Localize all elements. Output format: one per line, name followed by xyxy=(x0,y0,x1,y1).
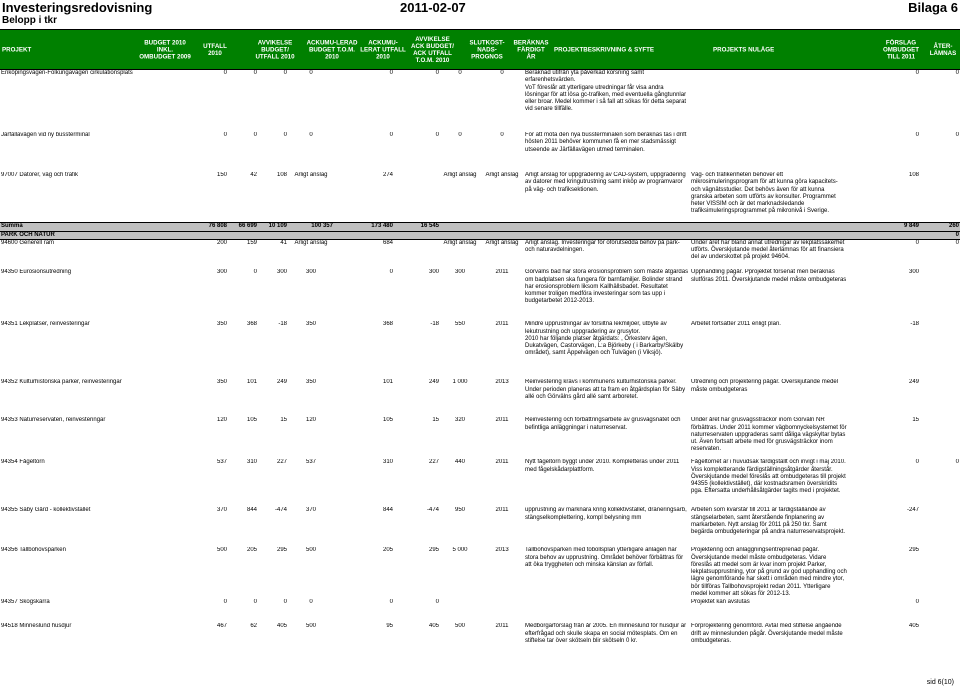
cell-u: 0 xyxy=(253,599,257,606)
table-row xyxy=(0,379,960,417)
cell-f: Årligt anslag xyxy=(485,239,519,246)
cell-u: 310 xyxy=(246,459,257,466)
cell-desc: Medborgarförslag från år 2005. En minneslund för husdjur är efterfrågad och skulle skapa en social mötesplats. Om en stiftelse tar över skötseln blir skötseln 0 kr. xyxy=(525,623,687,644)
cell-nul: Arbetet fortsätter 2011 enligt plan. xyxy=(691,321,781,328)
page-number: sid 6(10) xyxy=(926,679,954,686)
report-date: 2011-02-07 xyxy=(400,0,466,15)
cell-name: 94353 Naturreservaten, reinvesteringar xyxy=(1,417,106,424)
cell-f: 0 xyxy=(500,132,504,138)
col-forslag: FÖRSLAG OMBUDGET TILL 2011 xyxy=(882,39,920,60)
summary-label: Summa xyxy=(0,222,192,231)
table-row xyxy=(0,269,960,321)
cell-s: Årligt anslag xyxy=(443,239,477,246)
table-row xyxy=(0,417,960,459)
cell-ab: 500 xyxy=(305,547,316,554)
cell-b: 0 xyxy=(223,70,227,76)
cell-ab: 370 xyxy=(305,507,316,514)
cell-nul: Projektering och anläggningsentreprenad pågår. Överskjutande medel måste ombudgeteras. Vidare föreslås att medel som är kvar inom projekt Parker, lekplatsupprustning, ytor på grund av god upphandling och lägre genomförande har skett i områden med mindre ytor, bör tillföras Tallbohovsprojekt redan 2011. Ytterligare medel kommer att sökas för 2012-13. xyxy=(691,547,847,598)
cell-s: 0 xyxy=(458,70,462,76)
cell-a: 15 xyxy=(280,417,287,424)
cell-b: 300 xyxy=(216,269,227,276)
cell-au: 105 xyxy=(382,417,393,424)
cell-f: 2011 xyxy=(495,269,509,276)
cell-u: 368 xyxy=(246,321,257,328)
cell-desc: För att möta den nya bussterminalen som beräknas tas i drift hösten 2011 behöver kommunen få en mer stadsmässigt utseende av Järfällavägen utmed terminalen. xyxy=(525,132,687,153)
cell-a: -18 xyxy=(278,321,287,328)
cell-aa: 0 xyxy=(435,599,439,606)
cell-au: 205 xyxy=(382,547,393,554)
cell-nul: Under året har bland annat utrednigar av lekplatssäkerhet utförts. Överskjutande medel återlämnas för att finansiera del av underskottet på projekt 94604. xyxy=(691,239,845,261)
table-row xyxy=(0,321,960,379)
cell-b: 0 xyxy=(223,599,227,606)
cell-at xyxy=(920,269,960,321)
cell-ab: 350 xyxy=(305,379,316,386)
cell-fo: 405 xyxy=(908,623,919,630)
cell-nul xyxy=(690,132,848,172)
cell-a: 300 xyxy=(276,269,287,276)
cell-au: 0 xyxy=(389,599,393,606)
cell-fo: 0 xyxy=(915,70,919,76)
cell-a: 227 xyxy=(276,459,287,466)
cell-s xyxy=(440,599,480,623)
cell-desc: Årligt anslag för uppgradering av CAD-system, uppgradering av datorer med kringutrustning samt inköp av programvaror på väg- och trafiksektionen. xyxy=(525,172,686,193)
cell-fo: 0 xyxy=(915,599,919,606)
cell-f: 2011 xyxy=(495,459,509,466)
cell-b: 150 xyxy=(216,172,227,178)
cell-name: 94354 Fågeltorn xyxy=(1,459,45,466)
cell-aa: 15 xyxy=(432,417,439,424)
cell-fo: 0 xyxy=(915,459,919,466)
col-slutkostnad: SLUTKOST- NADS- PROGNOS xyxy=(469,39,505,60)
col-beskrivning: PROJEKTBESKRIVNING & SYFTE xyxy=(554,46,655,53)
cell-name: Järfällavägen vid ny bussterminal xyxy=(1,132,90,138)
cell-desc xyxy=(524,599,690,623)
col-avvikelse: AVVIKELSE BUDGET/ UTFALL 2010 xyxy=(255,39,295,60)
cell-b: 350 xyxy=(216,321,227,328)
cell-aa: 249 xyxy=(428,379,439,386)
cell-name: 94518 Minneslund husdjur xyxy=(1,623,72,630)
table-row xyxy=(0,507,960,547)
cell-fo: -247 xyxy=(906,507,919,514)
cell-desc: upprustning av marknära kring kollektivstallet, dräneringsarb, stängselkomplettering, kompl belysning mm xyxy=(525,507,687,521)
cell-desc: Reinvestering och förbättringsarbete av grusvägsnätet och befintliga anläggningar i naturreservat. xyxy=(525,417,681,431)
cell-b: 537 xyxy=(216,459,227,466)
col-beraknas: BERÄKNAS FÄRDIGT ÅR xyxy=(513,39,549,60)
cell-ab: 0 xyxy=(309,70,313,76)
cell-nul: Upphandling pågår. Pprojektet försenat men beräknas slutföras 2011. Överskjutande medel måste ombudgeteras xyxy=(691,269,847,283)
cell-a: -474 xyxy=(274,507,287,514)
cell-au: 310 xyxy=(382,459,393,466)
cell-nul: Fågeltornet är i huvudsak färdigställt och invigt i maj 2010. Viss kompletterande färdigställningsåtgärder återstår. Överskjutande medel föreslås att ombudgeteras till projekt 94355 (kollektivstället), där kostnadsramen överskridits pga. Eftersatta underhållsåtgärder tagits med i projektet. xyxy=(691,459,846,495)
cell-s: 5 000 xyxy=(452,547,468,554)
cell-s: 300 xyxy=(454,269,465,276)
cell-name: Enköpingsvägen-Folkungavägen cirkulationsplats xyxy=(1,70,133,76)
cell-at: 0 xyxy=(955,239,959,246)
cell-f: 2011 xyxy=(495,507,509,514)
col-budget2010: BUDGET 2010 INKL. OMBUDGET 2009 xyxy=(139,39,191,60)
cell-ab: 500 xyxy=(305,623,316,630)
cell-name: 94357 Skogskärra xyxy=(1,599,50,606)
cell-aa: 300 xyxy=(428,269,439,276)
cell-a: 0 xyxy=(283,599,287,606)
cell-fo: 0 xyxy=(915,132,919,138)
cell-desc: Görvälns bad har stora erosionsproblem som måste åtgärdas om badplatsen ska fungera för barnfamiljer. Bolinder strand har erosionsproblem liksom Kallhällsbadet. Resultatet kommer troligen medföra investeringar som tas upp i budgetarbetet 2012-2013. xyxy=(525,269,689,305)
cell-s: 0 xyxy=(458,132,462,138)
report-title-bar xyxy=(2,0,958,14)
cell-name: 94352 Kulturhistoriska parker, reinvesteringar xyxy=(1,379,122,386)
cell-b: 350 xyxy=(216,379,227,386)
cell-fo: 295 xyxy=(908,547,919,554)
cell-ab: Årligt anslag xyxy=(294,172,328,178)
cell-f: 2011 xyxy=(495,417,509,424)
cell-at xyxy=(920,599,960,623)
cell-nul: Förprojektering genomförd. Avtal med stiftelse angående drift av minneslunden pågår. Överskjutande medel måste ombudgeteras. xyxy=(691,623,843,644)
cell-s: 950 xyxy=(454,507,465,514)
cell-nul: Väg- och trafikenheten behöver ett mikrosimuleringsprogram för att kunna göra kapacitets- och vägnätsstudier. Det behövs även för att kunna granska arbeten som utförts av konsulter. Programmet heter VISSIM och är det marknadsledande trafiksimuleringsprogrammet på mikronivå i Sverige. xyxy=(691,172,838,215)
cell-ab: 537 xyxy=(305,459,316,466)
cell-nul xyxy=(690,70,848,132)
cell-u: 101 xyxy=(246,379,257,386)
cell-s: 320 xyxy=(454,417,465,424)
cell-desc: Mindre upprustningar av försiltna lekmiljöer, utbyte av lekutrustning och uppgradering av grusytor. 2010 har följande platser åtgärdats: , Örkesterv ägen, Dukatvägen, Castorvägen, L:a Björkeby ( i Barkarby/Skälby området), samt Äppelvägen och Tulvägen (i Viksjö). xyxy=(525,321,684,357)
cell-at xyxy=(920,547,960,599)
cell-name: 94356 Tallbohovsparken xyxy=(1,547,66,554)
cell-at xyxy=(920,172,960,222)
col-nulage: PROJEKTS NULÄGE xyxy=(713,46,775,53)
cell-ab: 350 xyxy=(305,321,316,328)
cell-nul: Projektet kan avslutas xyxy=(691,599,750,606)
cell-u: 105 xyxy=(246,417,257,424)
cell-a: 0 xyxy=(283,132,287,138)
cell-name: 94355 Säby Gård - kollektivstallet xyxy=(1,507,91,514)
cell-aa: -474 xyxy=(426,507,439,514)
cell-s: 1 000 xyxy=(452,379,468,386)
cell-desc: Nytt fågeltorn byggt under 2010. Kompletteras under 2011 med fågelskådarplattform. xyxy=(525,459,680,473)
project-table-a xyxy=(0,70,960,653)
cell-au: 95 xyxy=(386,623,393,630)
table-header xyxy=(0,29,960,70)
cell-at xyxy=(920,321,960,379)
cell-au: 368 xyxy=(382,321,393,328)
cell-a: 295 xyxy=(276,547,287,554)
cell-aa: -18 xyxy=(430,321,439,328)
cell-aa xyxy=(394,172,440,222)
unit-label: Belopp i tkr xyxy=(2,15,58,26)
cell-ab: Årligt anslag xyxy=(294,239,328,246)
cell-b: 200 xyxy=(216,239,227,246)
group-label: PARK OCH NATUR xyxy=(0,231,920,239)
table-row xyxy=(0,239,960,269)
table-row xyxy=(0,623,960,653)
cell-au: 684 xyxy=(382,239,393,246)
cell-name: 94600 Generell ram xyxy=(1,239,55,246)
cell-a: 108 xyxy=(276,172,287,178)
col-utfall: UTFALL 2010 xyxy=(203,42,227,57)
table-row xyxy=(0,547,960,599)
col-ack-avvikelse: AVVIKELSE ACK BUDGET/ ACK UTFALL T.O.M. 2010 xyxy=(411,35,454,64)
cell-fo: -18 xyxy=(910,321,919,328)
summary-row: Summa 76 808 66 699 10 109 100 357 173 480 16 545 9 849 260 xyxy=(0,222,960,231)
cell-at xyxy=(920,623,960,653)
cell-b: 500 xyxy=(216,547,227,554)
cell-au: 844 xyxy=(382,507,393,514)
cell-au: 274 xyxy=(382,172,393,178)
cell-b: 0 xyxy=(223,132,227,138)
group-row: PARK OCH NATUR 0 xyxy=(1,231,959,238)
table-row xyxy=(0,459,960,507)
cell-u: 62 xyxy=(250,623,257,630)
cell-aa: 227 xyxy=(428,459,439,466)
cell-a: 41 xyxy=(280,239,287,246)
cell-at: 0 xyxy=(955,132,959,138)
cell-aa xyxy=(394,239,440,269)
table-row xyxy=(0,599,960,623)
table-row xyxy=(0,132,960,172)
cell-fo: 108 xyxy=(908,172,919,178)
cell-nul: Arbeten som kvarstår till 2011 är färdigställande av stängselarbeten, samt återstående finplanering av markarbeten. Nytt anslag för 2011 på 250 tkr. Samt begärda ombudgeteringar på andra naturreservatsprojekt. xyxy=(691,507,846,536)
cell-name: 94351 Lekplatser, reinvesteringar xyxy=(1,321,90,328)
cell-f xyxy=(480,599,524,623)
cell-fo: 15 xyxy=(912,417,919,424)
appendix-label: Bilaga 6 xyxy=(908,0,958,15)
cell-aa: 0 xyxy=(435,70,439,76)
cell-aa: 405 xyxy=(428,623,439,630)
cell-u: 205 xyxy=(246,547,257,554)
cell-a: 0 xyxy=(283,70,287,76)
cell-f: 2013 xyxy=(495,547,509,554)
col-ack-utfall: ACKUMU- LERAT UTFALL 2010 xyxy=(360,39,406,60)
cell-desc: Tallbohovsparken med tobollsplan ytterligare anlagen har stora behov av upprustning. Området behöver förbättras för att öka tryggheten och minska känslan av förfall. xyxy=(525,547,684,568)
cell-aa: 295 xyxy=(428,547,439,554)
cell-au: 101 xyxy=(382,379,393,386)
cell-desc: Beräknad utifrån yta påverkad korsning samt erfarenhetsvärden. VoT föreslår att ytterligare utredningar får visa andra lösningar för att lösa gc-trafiken, med eventuella gångtunnlar eller broar. Medel kommer i så fall att sökas för detta separat vid senare tillfälle. xyxy=(525,70,687,113)
cell-b: 467 xyxy=(216,623,227,630)
cell-ab: 0 xyxy=(309,599,313,606)
col-ater: ÅTER- LÄMNAS xyxy=(929,42,957,57)
cell-s: 440 xyxy=(454,459,465,466)
cell-b: 370 xyxy=(216,507,227,514)
cell-au: 0 xyxy=(389,70,393,76)
table-row xyxy=(0,172,960,222)
cell-fo: 249 xyxy=(908,379,919,386)
report-title: Investeringsredovisning xyxy=(2,0,153,15)
table-row xyxy=(0,70,960,132)
cell-u: 0 xyxy=(253,70,257,76)
cell-at: 0 xyxy=(955,70,959,76)
cell-s: 500 xyxy=(454,623,465,630)
cell-f: 0 xyxy=(500,70,504,76)
cell-a: 405 xyxy=(276,623,287,630)
cell-nul: Under året har grusvägssträckor inom Görväln NR förbättras. Under 2011 kommer vägbomnyckelsystemet för naturreservaten uppgraderas samt dåliga vägskyltar bytas ut. Även fortsatt arbete med för grusvägsträckor inom reservaten. xyxy=(691,417,847,453)
cell-name: 94350 Eurosionsutredning xyxy=(1,269,72,276)
cell-au: 0 xyxy=(389,269,393,276)
cell-f: 2011 xyxy=(495,321,509,328)
cell-fo: 300 xyxy=(908,269,919,276)
cell-at xyxy=(920,379,960,417)
cell-s: Årligt anslag xyxy=(443,172,477,178)
cell-fo: 0 xyxy=(915,239,919,246)
cell-f: 2011 xyxy=(495,623,509,630)
cell-ab: 120 xyxy=(305,417,316,424)
cell-au: 0 xyxy=(389,132,393,138)
col-ackumulerad: ACKUMU-LERAD BUDGET T.O.M. 2010 xyxy=(306,39,358,60)
cell-name: 97007 Datorer, väg och trafik xyxy=(1,172,79,178)
cell-b: 120 xyxy=(216,417,227,424)
cell-u: 159 xyxy=(246,239,257,246)
cell-at: 0 xyxy=(955,459,959,466)
cell-u: 42 xyxy=(250,172,257,178)
cell-a: 249 xyxy=(276,379,287,386)
cell-f: 2013 xyxy=(495,379,509,386)
col-projekt: PROJEKT xyxy=(2,46,32,53)
cell-desc: Reinvestering krävs i kommunens kulturhistoriska parker. Under perioden planeras att ta fram en åtgärdsplan för Säby allé och Görvälns gård allé samt arboretet. xyxy=(525,379,686,400)
cell-f: Årligt anslag xyxy=(485,172,519,178)
cell-u: 0 xyxy=(253,269,257,276)
cell-ab: 300 xyxy=(305,269,316,276)
cell-u: 0 xyxy=(253,132,257,138)
cell-aa: 0 xyxy=(435,132,439,138)
cell-nul: Utredning och projektering pågår. Överskjutande medel måste ombudgeteras xyxy=(691,379,839,393)
cell-desc: Årligt anslag. Investeringar för oförutsedda behov på park- och naturavdelningen. xyxy=(525,239,680,254)
cell-u: 844 xyxy=(246,507,257,514)
cell-s: 550 xyxy=(454,321,465,328)
cell-at xyxy=(920,507,960,547)
cell-ab: 0 xyxy=(309,132,313,138)
cell-at xyxy=(920,417,960,459)
